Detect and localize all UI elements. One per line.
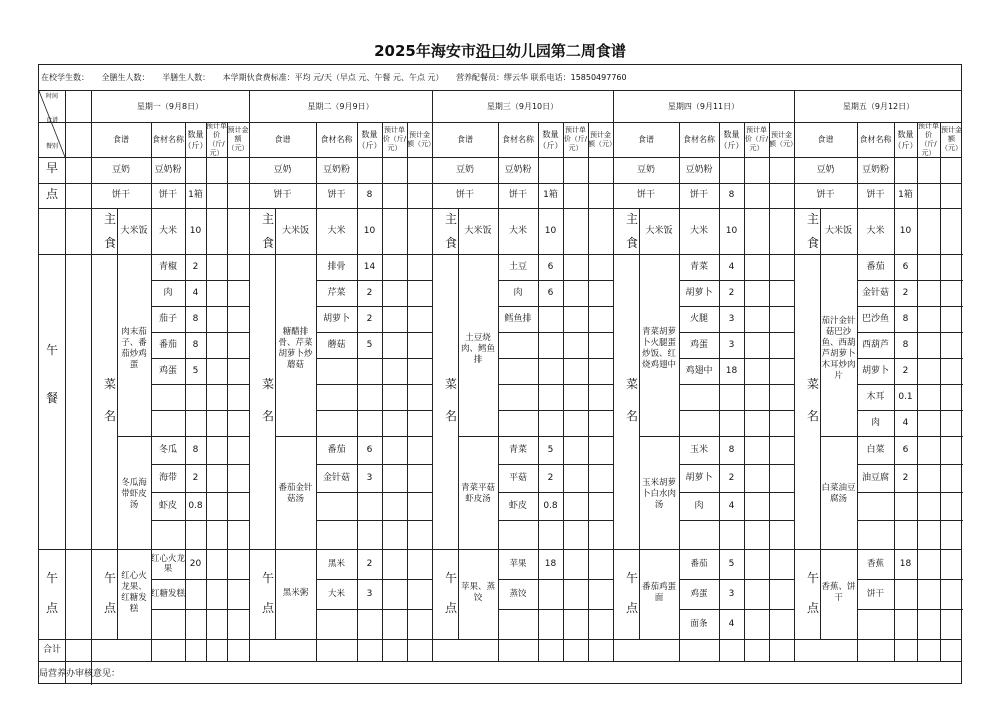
dish1-qty: 0.1 [898, 391, 913, 402]
snack-qty [894, 579, 917, 609]
staple-ing: 大米 [158, 225, 177, 236]
bf2-ing: 饼干 [866, 190, 885, 200]
grid-vline [917, 122, 918, 661]
dish1-ing: 肉 [513, 287, 523, 298]
bf-menu: 豆奶 [455, 164, 474, 175]
bf2-qty: 1箱 [188, 190, 203, 200]
staple-label2: 食 [625, 236, 638, 250]
col-amount: 预计金额（元） [407, 130, 435, 148]
snack-inner-label: 午 [625, 571, 638, 585]
grid-hline [316, 609, 432, 610]
menu-table [38, 90, 962, 684]
dish2-name: 白菜油豆腐汤 [821, 483, 856, 504]
dish1-name: 土豆烧肉、鳕鱼排 [460, 332, 495, 365]
dish-label: 菜 [625, 377, 638, 391]
grid-hline [151, 410, 249, 411]
dish1-qty: 18 [725, 365, 738, 376]
dish1-ing: 番茄 [158, 339, 177, 350]
dish2-qty: 6 [366, 444, 373, 455]
dish1-ing: 胡萝卜 [685, 287, 713, 298]
dish2-qty: 6 [902, 444, 909, 455]
dish-label2: 名 [103, 409, 116, 423]
dish2-qty: 5 [547, 444, 554, 455]
staple-label2: 食 [806, 236, 819, 250]
snack-name: 番茄鸡蛋面 [641, 582, 676, 603]
day-header: 星期二（9月9日） [307, 101, 374, 111]
col-unit-price: 预计单价（斤/元） [918, 121, 939, 157]
grid-vline [588, 122, 589, 661]
review-label: 局营养办审核意见： [39, 669, 121, 679]
staple-ing: 大米 [689, 225, 708, 236]
dish2-qty: 0.8 [188, 500, 203, 511]
grid-vline [206, 122, 207, 661]
staple-label: 主 [103, 212, 116, 226]
dish1-qty: 8 [192, 313, 199, 324]
staple-label: 主 [261, 212, 274, 226]
col-amount: 预计金额（元） [769, 130, 797, 148]
col-qty: 数量（斤） [719, 129, 744, 150]
staple-menu: 大米饭 [464, 225, 492, 236]
snack-qty: 18 [544, 558, 557, 569]
bf-ing: 豆奶粉 [685, 164, 713, 175]
day-header: 星期一（9月8日） [136, 101, 204, 111]
dish2-qty: 2 [902, 472, 909, 483]
dish2-qty: 8 [192, 444, 199, 455]
dish2-ing: 番茄 [327, 444, 346, 455]
nutritionist: 营养配餐员：缪云华 联系电话：15850497760 [456, 73, 627, 82]
dish1-name: 青菜胡萝卜火腿蛋炒饭、红烧鸡翅中 [641, 327, 676, 370]
dish1-ing: 鸡蛋 [158, 365, 177, 376]
grid-hline [316, 384, 432, 385]
bf2-menu: 饼干 [455, 190, 474, 200]
dish1-ing: 鸡翅中 [685, 365, 713, 376]
breakfast-label: 早 [45, 161, 58, 175]
grid-hline [151, 520, 249, 521]
snack-ing: 面条 [690, 619, 708, 629]
dish2-name: 青菜平菇虾皮汤 [460, 483, 495, 504]
dish1-qty: 6 [547, 261, 554, 272]
dish2-qty: 2 [728, 472, 735, 483]
snack-inner-label2: 点 [103, 601, 116, 615]
staple-label2: 食 [261, 236, 274, 250]
info-bar [38, 64, 962, 90]
grid-hline [498, 332, 613, 333]
dish2-ing: 白菜 [866, 444, 885, 455]
dish1-qty: 4 [902, 417, 909, 428]
page-title: 2025年海安市沿口幼儿园第二周食谱 [374, 42, 626, 60]
snack-qty: 2 [366, 558, 373, 569]
staple-ing: 大米 [866, 225, 885, 236]
snack-inner-label: 午 [806, 571, 819, 585]
staple-ing: 大米 [327, 225, 346, 236]
snack-ing: 红糖发糕 [151, 589, 186, 599]
bf2-ing: 饼干 [689, 190, 708, 200]
snack-qty: 3 [728, 588, 735, 599]
snack-qty: 4 [728, 618, 735, 629]
col-ingredient: 食材名称 [683, 135, 715, 144]
col-qty: 数量（斤） [183, 129, 208, 150]
grid-hline [679, 410, 794, 411]
snack-inner-label2: 点 [806, 601, 819, 615]
day-header: 星期四（9月11日） [667, 101, 740, 111]
dish1-ing: 巴沙鱼 [861, 313, 889, 324]
staple-qty: 10 [725, 225, 738, 236]
col-menu: 食谱 [817, 135, 834, 144]
dish-label: 菜 [444, 377, 457, 391]
snack-inner-label2: 点 [444, 601, 457, 615]
col-unit-price: 预计单价（斤/元） [563, 126, 588, 152]
snack-inner-label2: 点 [625, 601, 638, 615]
grid-vline [563, 122, 564, 661]
dish1-qty: 6 [902, 261, 909, 272]
snack-name: 红心火龙果、红糖发糕 [121, 571, 147, 614]
staple-menu: 大米饭 [281, 225, 309, 236]
snack-ing: 番茄 [690, 559, 708, 569]
dish2-ing: 玉米 [689, 444, 708, 455]
bf-ing: 豆奶粉 [322, 164, 350, 175]
snack-ing: 鸡蛋 [690, 589, 708, 599]
grid-hline [498, 384, 613, 385]
dish1-ing: 金针菇 [861, 287, 889, 298]
lunch-label2: 餐 [45, 391, 58, 405]
dish2-ing: 金针菇 [322, 472, 350, 483]
dish1-qty [538, 306, 563, 332]
grid-hline [39, 661, 961, 662]
col-qty: 数量（斤） [538, 129, 563, 150]
col-unit-price: 预计单价（斤/元） [206, 121, 227, 157]
dish1-ing: 鸡蛋 [689, 339, 708, 350]
snack-qty [185, 579, 206, 609]
snack-ing: 蒸饺 [509, 589, 527, 599]
dish1-qty: 3 [728, 313, 735, 324]
dish2-ing: 胡萝卜 [685, 472, 713, 483]
day-header: 星期五（9月12日） [842, 101, 915, 111]
snack-qty: 5 [728, 558, 735, 569]
dish1-qty: 8 [192, 339, 199, 350]
dish2-name: 番茄金针菇汤 [278, 483, 313, 504]
snack-qty: 3 [366, 588, 373, 599]
col-menu: 食谱 [113, 135, 129, 144]
snack-ing: 大米 [327, 589, 345, 599]
dish1-qty: 8 [902, 339, 909, 350]
grid-hline [316, 492, 432, 493]
dish1-ing: 肉 [870, 417, 880, 428]
snack-name: 黑米粥 [282, 587, 309, 598]
dish2-name: 冬瓜海带虾皮汤 [121, 477, 147, 510]
dish2-ing: 平菇 [508, 472, 527, 483]
grid-hline [498, 410, 613, 411]
dish1-ing: 胡萝卜 [861, 365, 889, 376]
dish1-name: 糖醋排骨、芹菜胡萝卜炒蘑菇 [278, 327, 313, 370]
dish1-name: 肉末茄子、番茄炒鸡蛋 [121, 327, 147, 370]
bf2-ing: 饼干 [158, 190, 177, 200]
dish2-qty: 8 [728, 444, 735, 455]
dish1-qty: 2 [366, 287, 373, 298]
dish1-qty: 8 [902, 313, 909, 324]
grid-hline [151, 384, 249, 385]
dish1-qty: 2 [902, 365, 909, 376]
col-menu: 食谱 [274, 135, 291, 144]
total-label: 合计 [42, 644, 61, 655]
bf2-menu: 饼干 [273, 190, 292, 200]
snack-qty: 20 [189, 558, 202, 569]
col-ingredient: 食材名称 [859, 135, 892, 144]
dish1-qty: 2 [728, 287, 735, 298]
breakfast-label2: 点 [45, 187, 58, 201]
dish1-qty: 5 [192, 365, 199, 376]
bf2-menu: 饼干 [636, 190, 655, 200]
bf2-qty: 1箱 [543, 190, 558, 200]
dish-label: 菜 [806, 377, 819, 391]
col-menu: 食谱 [638, 135, 654, 144]
grid-hline [498, 358, 613, 359]
snack-label2: 点 [45, 601, 58, 615]
corner-meal: 餐别 [45, 143, 58, 150]
dish-label: 菜 [103, 377, 116, 391]
snack-qty [538, 579, 563, 609]
dish1-qty: 2 [192, 261, 199, 272]
bf2-menu: 饼干 [816, 190, 835, 200]
bf-qty [357, 157, 382, 183]
col-amount: 预计金额（元） [941, 126, 962, 152]
bf2-qty: 1箱 [898, 190, 913, 200]
dish1-ing: 火腿 [689, 313, 708, 324]
dish1-qty: 2 [366, 313, 373, 324]
grid-vline [940, 122, 941, 661]
staple-ing: 大米 [508, 225, 527, 236]
staple-label2: 食 [444, 236, 457, 250]
bf-ing: 豆奶粉 [504, 164, 532, 175]
snack-ing: 饼干 [866, 589, 884, 599]
bf2-menu: 饼干 [111, 190, 130, 200]
dish1-name: 茄汁金针菇巴沙鱼、西葫芦胡萝卜木耳炒肉片 [821, 316, 856, 381]
dish2-ing: 虾皮 [158, 500, 177, 511]
snack-qty: 18 [899, 558, 912, 569]
dish1-qty: 3 [728, 339, 735, 350]
staple-label: 主 [444, 212, 457, 226]
dish-label2: 名 [444, 409, 457, 423]
col-menu: 食谱 [457, 135, 473, 144]
dish1-qty: 4 [728, 261, 735, 272]
fee-standard: 本学期伙食费标准：平均 元/天（早点 元、午餐 元、午点 元） [222, 73, 444, 82]
snack-ing: 红心火龙果 [151, 554, 186, 574]
staple-qty: 10 [899, 225, 912, 236]
staple-qty: 10 [544, 225, 557, 236]
corner-time: 时间 [45, 93, 58, 100]
snack-ing: 黑米 [327, 559, 345, 569]
snack-inner-label: 午 [444, 571, 457, 585]
bf-menu: 豆奶 [273, 164, 292, 175]
grid-hline [316, 410, 432, 411]
grid-vline [227, 122, 228, 661]
col-amount: 预计金额（元） [227, 126, 249, 152]
grid-hline [857, 609, 963, 610]
bf-menu: 豆奶 [816, 164, 835, 175]
col-unit-price: 预计单价（斤/元） [382, 126, 407, 152]
grid-vline [382, 122, 383, 661]
dish2-qty: 0.8 [543, 500, 558, 511]
dish1-ing: 木耳 [866, 391, 885, 402]
grid-hline [39, 639, 961, 640]
dish1-ing: 排骨 [327, 261, 346, 272]
dish2-ing: 肉 [694, 500, 704, 511]
dish1-qty: 2 [902, 287, 909, 298]
dish-label2: 名 [806, 409, 819, 423]
col-ingredient: 食材名称 [502, 135, 534, 144]
grid-hline [151, 609, 249, 610]
dish2-qty: 3 [366, 472, 373, 483]
dish2-ing: 虾皮 [508, 500, 527, 511]
dish1-ing: 土豆 [508, 261, 527, 272]
snack-inner-label: 午 [103, 571, 116, 585]
dish-label: 菜 [261, 377, 274, 391]
dish1-ing: 胡萝卜 [322, 313, 350, 324]
dish2-qty: 2 [192, 472, 199, 483]
dish1-ing: 茄子 [158, 313, 177, 324]
dish1-ing: 蘑菇 [327, 339, 346, 350]
bf-qty [538, 157, 563, 183]
dish1-ing: 青菜 [689, 261, 708, 272]
bf2-ing: 饼干 [327, 190, 346, 200]
snack-ing: 香蕉 [866, 559, 884, 569]
grid-hline [498, 520, 613, 521]
staple-qty: 10 [363, 225, 376, 236]
dish2-ing: 青菜 [508, 444, 527, 455]
grid-vline [65, 91, 66, 683]
staple-menu: 大米饭 [645, 225, 673, 236]
col-unit-price: 预计单价（斤/元） [744, 126, 769, 152]
bf-qty [185, 157, 206, 183]
dish1-qty: 5 [366, 339, 373, 350]
dish1-ing: 青椒 [158, 261, 177, 272]
staple-menu: 大米饭 [120, 225, 148, 236]
bf-qty [719, 157, 744, 183]
dish1-ing: 番茄 [866, 261, 885, 272]
grid-hline [857, 492, 963, 493]
bf-ing: 豆奶粉 [154, 164, 182, 175]
snack-label: 午 [45, 571, 58, 585]
col-qty: 数量（斤） [357, 129, 382, 150]
dish2-qty: 4 [728, 500, 735, 511]
dish2-ing: 海带 [158, 472, 177, 483]
lunch-label: 午 [45, 343, 58, 357]
snack-name: 苹果、蒸饺 [460, 582, 495, 603]
grid-vline [744, 122, 745, 661]
col-amount: 预计金额（元） [588, 130, 616, 148]
bf2-qty: 8 [728, 190, 735, 200]
col-ingredient: 食材名称 [320, 135, 353, 144]
snack-inner-label: 午 [261, 571, 274, 585]
col-qty: 数量（斤） [893, 129, 918, 150]
students-count: 在校学生数： [41, 73, 89, 82]
dish1-ing: 芹菜 [327, 287, 346, 298]
snack-ing: 苹果 [509, 559, 527, 569]
dish2-ing: 冬瓜 [158, 444, 177, 455]
col-ingredient: 食材名称 [152, 135, 184, 144]
snack-name: 香蕉、饼干 [821, 582, 856, 603]
full-meal-count: 全膳生人数： [101, 73, 150, 82]
bf-menu: 豆奶 [636, 164, 655, 175]
bf-qty [894, 157, 917, 183]
staple-label2: 食 [103, 236, 116, 250]
dish2-ing: 油豆腐 [861, 472, 889, 483]
grid-hline [316, 520, 432, 521]
staple-label: 主 [625, 212, 638, 226]
dish1-ing: 西葫芦 [861, 339, 889, 350]
dish1-ing: 鳕鱼排 [504, 313, 532, 324]
staple-menu: 大米饭 [824, 225, 852, 236]
grid-hline [316, 358, 432, 359]
dish1-ing: 肉 [163, 287, 173, 298]
half-meal-count: 半膳生人数： [162, 73, 211, 82]
day-header: 星期三（9月10日） [486, 101, 559, 111]
bf-menu: 豆奶 [111, 164, 130, 175]
staple-qty: 10 [189, 225, 202, 236]
dish-label2: 名 [625, 409, 638, 423]
dish2-qty: 2 [547, 472, 554, 483]
dish-label2: 名 [261, 409, 274, 423]
grid-hline [39, 254, 65, 255]
dish1-qty: 4 [192, 287, 199, 298]
bf2-qty: 8 [366, 190, 373, 200]
grid-hline [679, 384, 794, 385]
grid-hline [857, 520, 963, 521]
bf-ing: 豆奶粉 [861, 164, 889, 175]
dish2-name: 玉米胡萝卜白水肉汤 [641, 477, 676, 510]
snack-inner-label2: 点 [261, 601, 274, 615]
grid-vline [769, 122, 770, 661]
staple-label: 主 [806, 212, 819, 226]
grid-hline [498, 609, 613, 610]
bf2-ing: 饼干 [508, 190, 527, 200]
dish1-qty: 6 [547, 287, 554, 298]
dish1-qty: 14 [363, 261, 376, 272]
grid-hline [679, 520, 794, 521]
grid-vline [407, 122, 408, 661]
corner-menu: 食谱 [45, 117, 58, 124]
